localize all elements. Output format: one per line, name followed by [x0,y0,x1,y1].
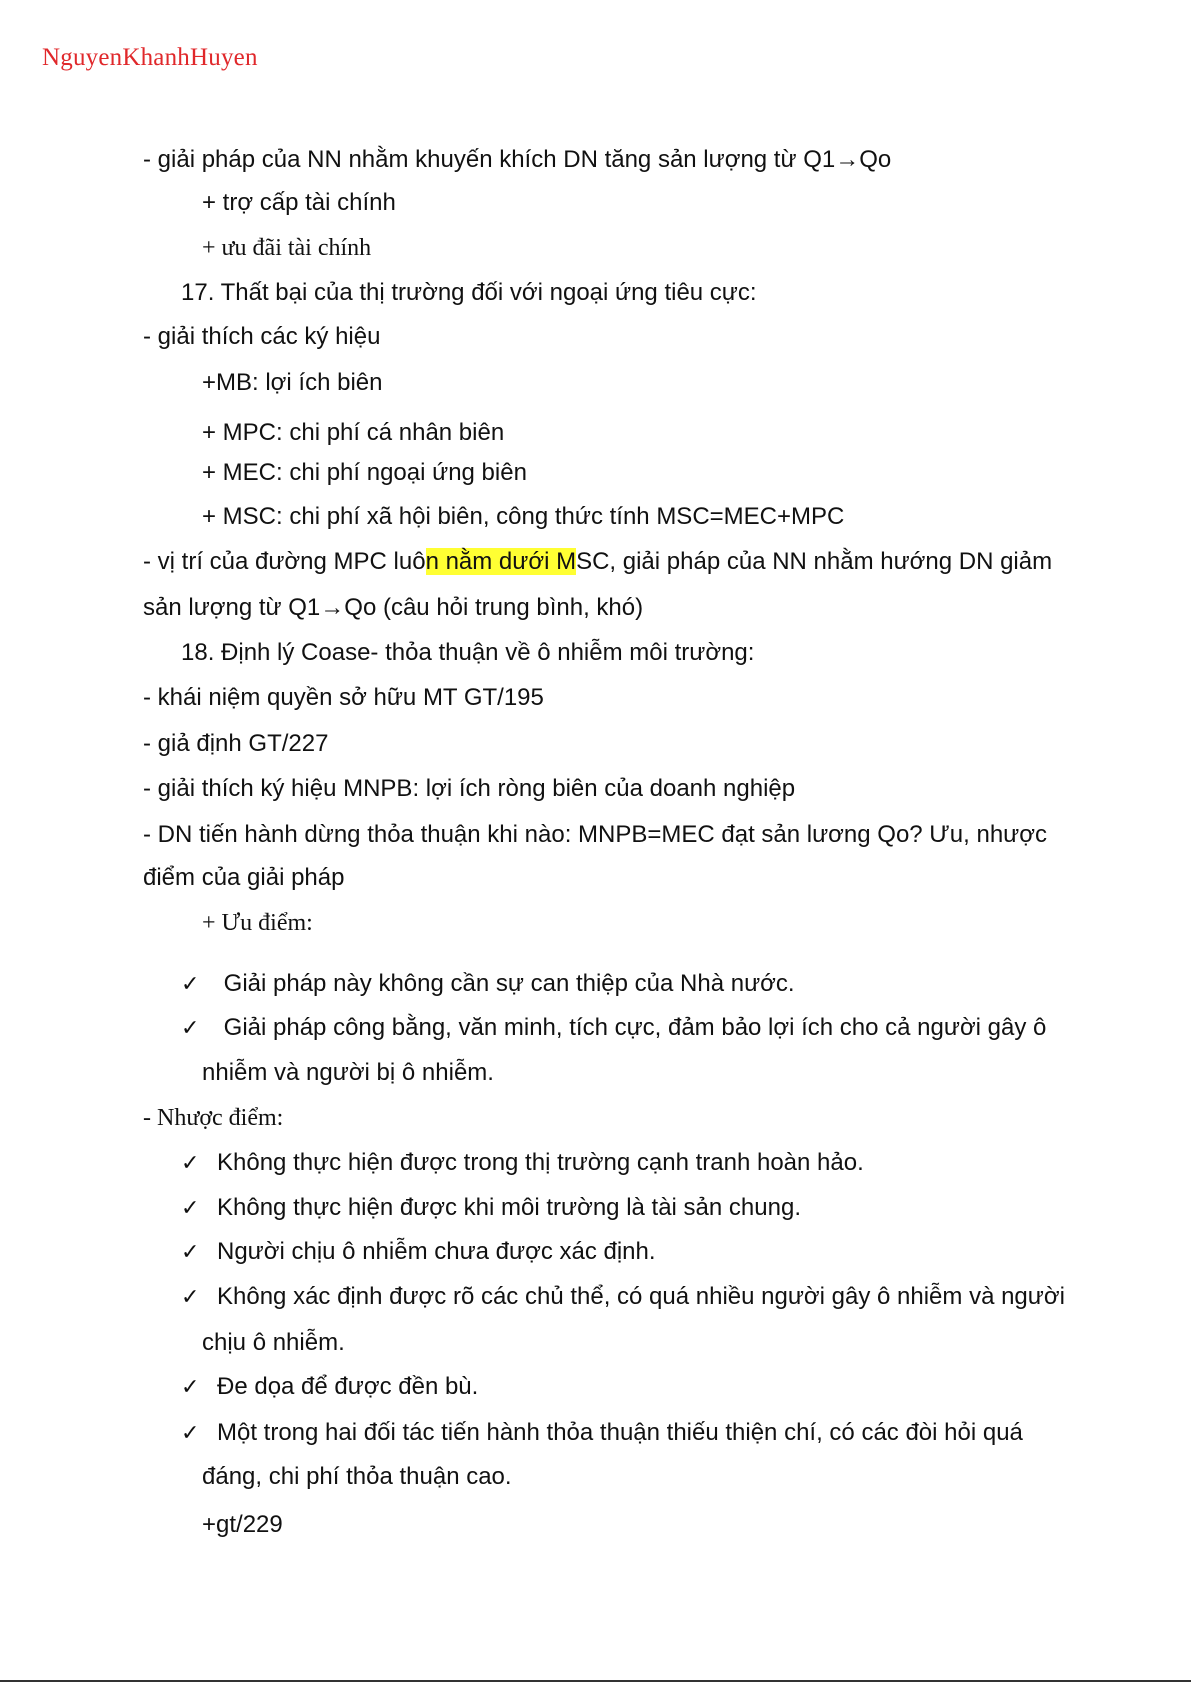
line-text: + trợ cấp tài chính [202,189,396,216]
line-text: 18. Định lý Coase- thỏa thuận về ô nhiễm môi trường: [181,639,755,666]
line-text: Không thực hiện được trong thị trường cạnh tranh hoàn hảo. [217,1149,864,1176]
checklist-item [181,1193,801,1224]
line-text: + MSC: chi phí xã hội biên, công thức tính MSC=MEC+MPC [202,503,845,530]
line-text: - DN tiến hành dừng thỏa thuận khi nào: MNPB=MEC đạt sản lương Qo? Ưu, nhược [143,821,1047,848]
watermark-logo: NguyenKhanhHuyen [42,44,258,71]
check-icon: ✓ [181,972,200,997]
text-line [143,145,891,175]
line-text: + ưu đãi tài chính [202,235,372,261]
line-text: đáng, chi phí thỏa thuận cao. [202,1463,512,1490]
checklist-item [181,1013,1046,1044]
line-text: sản lượng từ Q1→Qo (câu hỏi trung bình, khó) [143,594,644,621]
text-line [202,502,844,532]
text-line [202,1510,283,1540]
check-icon: ✓ [181,1196,200,1221]
line-text: - giả định GT/227 [143,730,329,757]
line-text: Người chịu ô nhiễm chưa được xác định. [217,1238,656,1265]
line-text: nhiễm và người bị ô nhiễm. [202,1059,494,1086]
line-text: +gt/229 [202,1511,283,1538]
text-segment: - vị trí của đường MPC luô [143,548,426,575]
text-line [143,683,544,713]
text-line [202,233,371,263]
line-text: - giải thích ký hiệu MNPB: lợi ích ròng biên của doanh nghiệp [143,775,796,802]
text-line [143,547,1052,577]
check-icon: ✓ [181,1421,200,1446]
check-icon: ✓ [181,1016,200,1041]
text-line [143,729,328,759]
check-icon: ✓ [181,1285,200,1310]
text-line [202,908,313,938]
line-text: Giải pháp này không cần sự can thiệp của Nhà nước. [217,970,795,997]
text-line [143,863,344,893]
check-icon: ✓ [181,1375,200,1400]
line-text: điểm của giải pháp [143,864,345,891]
checklist-item [181,1148,864,1179]
text-line [143,774,795,804]
check-icon: ✓ [181,1240,200,1265]
line-text: Không thực hiện được khi môi trường là tài sản chung. [217,1194,801,1221]
line-text: - giải pháp của NN nhằm khuyến khích DN tăng sản lượng từ Q1→Qo [143,146,892,173]
text-line [143,593,643,623]
line-text: - Nhược điểm: [143,1105,284,1131]
line-text: + MPC: chi phí cá nhân biên [202,419,505,446]
text-line [202,1058,494,1088]
text-line [202,1328,345,1358]
text-line [202,458,527,488]
line-text: Không xác định được rõ các chủ thể, có quá nhiều người gây ô nhiễm và người [217,1283,1065,1310]
text-segment: SC, giải pháp của NN nhằm hướng DN giảm [576,548,1053,575]
line-text: Một trong hai đối tác tiến hành thỏa thuận thiếu thiện chí, có các đòi hỏi quá [217,1419,1023,1446]
text-line [202,418,504,448]
line-text: + MEC: chi phí ngoại ứng biên [202,459,527,486]
footer-rule [0,1680,1191,1682]
text-line [181,278,757,308]
text-line [143,820,1047,850]
checklist-item [181,1418,1023,1449]
text-line [202,368,382,398]
line-text: chịu ô nhiễm. [202,1329,345,1356]
checklist-item [181,1282,1065,1313]
checklist-item [181,1372,478,1403]
line-text: - khái niệm quyền sở hữu MT GT/195 [143,684,544,711]
text-line [143,322,380,352]
text-line [181,638,754,668]
checklist-item [181,1237,656,1268]
check-icon: ✓ [181,1151,200,1176]
text-line [202,1462,512,1492]
line-text: +MB: lợi ích biên [202,369,383,396]
text-line [202,188,396,218]
highlighted-text: n nằm dưới M [425,548,577,575]
line-text: - giải thích các ký hiệu [143,323,381,350]
line-text: Giải pháp công bằng, văn minh, tích cực, đảm bảo lợi ích cho cả người gây ô [217,1014,1047,1041]
line-text: 17. Thất bại của thị trường đối với ngoại ứng tiêu cực: [181,279,757,306]
checklist-item [181,969,795,1000]
text-line [143,1103,283,1133]
line-text: Đe dọa để được đền bù. [217,1373,479,1400]
line-text: + Ưu điểm: [202,910,313,936]
